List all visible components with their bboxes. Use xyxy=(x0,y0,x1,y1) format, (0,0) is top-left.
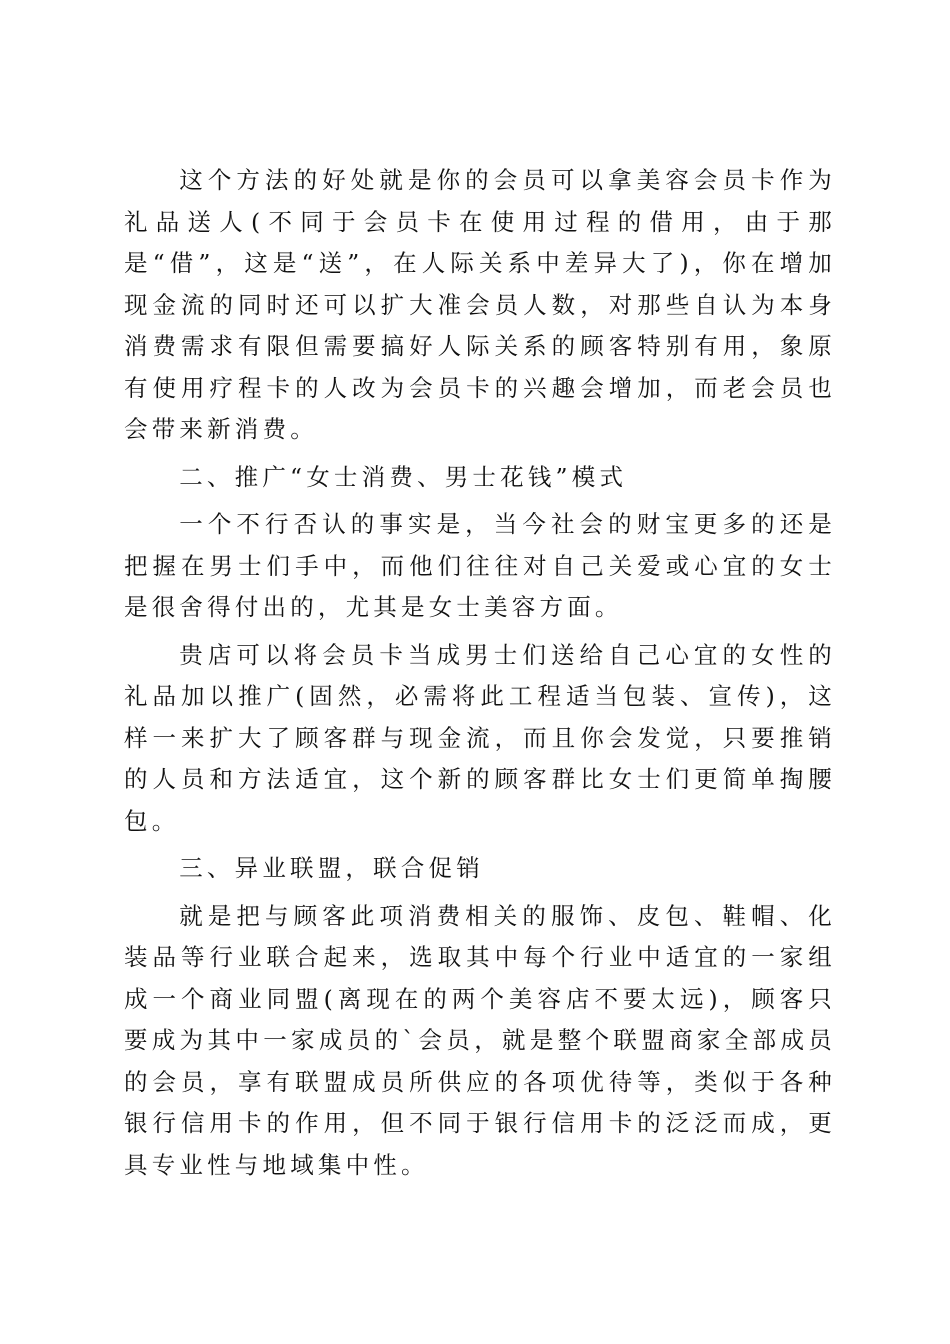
paragraph-cross-industry: 就是把与顾客此项消费相关的服饰、皮包、鞋帽、化装品等行业联合起来，选取其中每个行业中适宜的一家组成一个商业同盟(离现在的两个美容店不要太远)，顾客只要成为其中一家成员的`会员，就是整个联盟商家全部成员的会员，享有联盟成员所供应的各项优待等，类似于各种银行信用卡的作用，但不同于银行信用卡的泛泛而成，更具专业性与地域集中性。 xyxy=(124,901,836,1179)
paragraph-men-wealth: 一个不行否认的事实是，当今社会的财宝更多的还是把握在男士们手中，而他们往往对自己关爱或心宜的女士是很舍得付出的，尤其是女士美容方面。 xyxy=(124,510,836,621)
paragraph-membership-gift: 这个方法的好处就是你的会员可以拿美容会员卡作为礼品送人(不同于会员卡在使用过程的借用，由于那是“借”，这是“送”，在人际关系中差异大了)，你在增加现金流的同时还可以扩大准会员人数，对那些自认为本身消费需求有限但需要搞好人际关系的顾客特别有用，象原有使用疗程卡的人改为会员卡的兴趣会增加，而老会员也会带来新消费。 xyxy=(124,166,836,443)
paragraph-card-as-gift: 贵店可以将会员卡当成男士们送给自己心宜的女性的礼品加以推广(固然，必需将此工程适当包装、宣传)，这样一来扩大了顾客群与现金流，而且你会发觉，只要推销的人员和方法适宜，这个新的顾客群比女士们更简单掏腰包。 xyxy=(124,640,836,835)
document-body xyxy=(124,160,836,1192)
section-heading-3: 三、异业联盟，联合促销 xyxy=(179,854,484,882)
section-heading-2: 二、推广“女士消费、男士花钱”模式 xyxy=(179,462,628,491)
